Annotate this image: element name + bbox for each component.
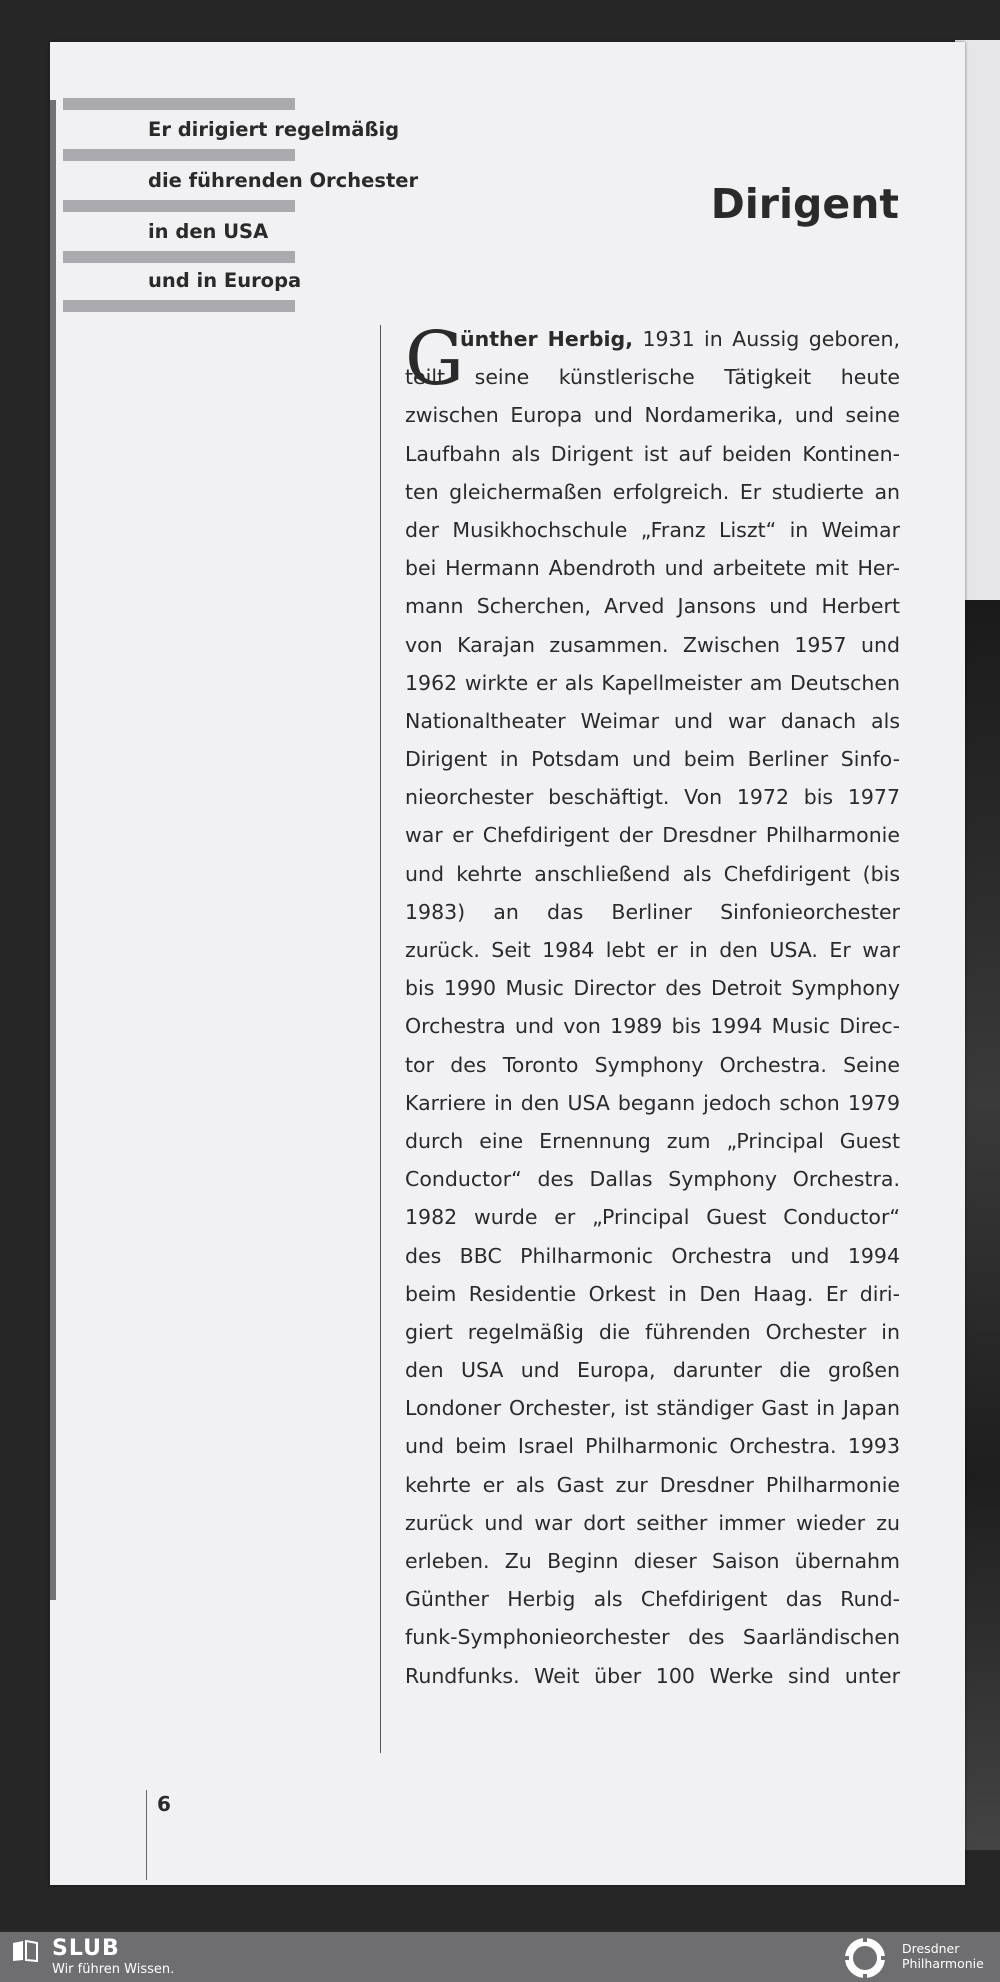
article-line: ünther Herbig, 1931 in Aussig geboren, (460, 327, 900, 351)
page-number: 6 (157, 1792, 171, 1816)
article-line: Orchestra und von 1989 bis 1994 Music Direc- (405, 1014, 900, 1039)
quote-rule (63, 98, 295, 110)
article-line: zurück und war dort seither immer wieder zu (405, 1510, 900, 1535)
quote-rule (63, 200, 295, 212)
quote-line: die führenden Orchester (148, 169, 419, 192)
article-line: 1982 wurde er „Principal Guest Conductor“ (405, 1205, 900, 1230)
article-lines (405, 358, 900, 1695)
adjacent-page-photo (965, 600, 1000, 1850)
article-line: Londoner Orchester, ist ständiger Gast in Japan (405, 1396, 900, 1421)
article-line: den USA und Europa, darunter die großen (405, 1358, 900, 1383)
article-line: tor des Toronto Symphony Orchestra. Seine (405, 1052, 900, 1077)
article-line: mann Scherchen, Arved Jansons und Herbert (405, 594, 900, 619)
drop-cap: G (405, 316, 465, 402)
article-line: beim Residentie Orkest in Den Haag. Er diri- (405, 1281, 900, 1306)
article-body (405, 316, 900, 1695)
quote-line: Er dirigiert regelmäßig (148, 118, 400, 141)
article-line: teilt seine künstlerische Tätigkeit heute (405, 365, 900, 390)
article-line: nieorchester beschäftigt. Von 1972 bis 1977 (405, 785, 900, 810)
page-binding-shadow (50, 100, 56, 1600)
column-rule (380, 325, 381, 1753)
article-line: 1962 wirkte er als Kapellmeister am Deutschen (405, 670, 900, 695)
quote-rule (63, 251, 295, 263)
article-line: und kehrte anschließend als Chefdirigent (bis (405, 861, 900, 886)
library-name: SLUB (52, 1936, 120, 1961)
book-icon (12, 1940, 38, 1962)
philharmonie-logo-icon (842, 1936, 888, 1980)
article-line: Rundfunks. Weit über 100 Werke sind unter (405, 1663, 900, 1688)
quote-line: in den USA (148, 220, 269, 243)
partner-name: Dresdner Philharmonie (902, 1941, 984, 1971)
article-line: durch eine Ernennung zum „Principal Guest (405, 1128, 900, 1153)
article-line: Dirigent in Potsdam und beim Berliner Sinfo- (405, 747, 900, 772)
article-line: war er Chefdirigent der Dresdner Philharmonie (405, 823, 900, 848)
article-line: Günther Herbig als Chefdirigent das Rund- (405, 1587, 900, 1612)
footer-bar (0, 1932, 1000, 1982)
article-line: bei Hermann Abendroth und arbeitete mit Her- (405, 556, 900, 581)
library-tagline: Wir führen Wissen. (52, 1962, 175, 1977)
article-line: bis 1990 Music Director des Detroit Symphony (405, 976, 900, 1001)
author-name: ünther Herbig, (460, 327, 633, 351)
article-line: Karriere in den USA begann jedoch schon 1979 (405, 1090, 900, 1115)
quote-rule (63, 149, 295, 161)
article-line: 1983) an das Berliner Sinfonieorchester (405, 899, 900, 924)
article-line: von Karajan zusammen. Zwischen 1957 und (405, 632, 900, 657)
article-line: funk-Symphonieorchester des Saarländischen (405, 1625, 900, 1650)
article-line: zwischen Europa und Nordamerika, und seine (405, 403, 900, 428)
page-title: Dirigent (710, 180, 899, 228)
quote-rule (63, 300, 295, 312)
article-line: des BBC Philharmonic Orchestra und 1994 (405, 1243, 900, 1268)
article-line: giert regelmäßig die führenden Orchester in (405, 1319, 900, 1344)
article-line: ten gleichermaßen erfolgreich. Er studierte an (405, 479, 900, 504)
quote-line: und in Europa (148, 269, 302, 292)
article-line: erleben. Zu Beginn dieser Saison übernahm (405, 1549, 900, 1573)
article-line: der Musikhochschule „Franz Liszt“ in Weimar (405, 517, 900, 542)
article-line: Conductor“ des Dallas Symphony Orchestra. (405, 1167, 900, 1192)
article-line: und beim Israel Philharmonic Orchestra. 1993 (405, 1434, 900, 1459)
article-line: Nationaltheater Weimar und war danach als (405, 708, 900, 733)
article-line: Laufbahn als Dirigent ist auf beiden Kontinen- (405, 441, 900, 466)
article-line: kehrte er als Gast zur Dresdner Philharmonie (405, 1472, 900, 1497)
folio-rule (146, 1790, 147, 1880)
article-line: zurück. Seit 1984 lebt er in den USA. Er war (405, 938, 900, 962)
